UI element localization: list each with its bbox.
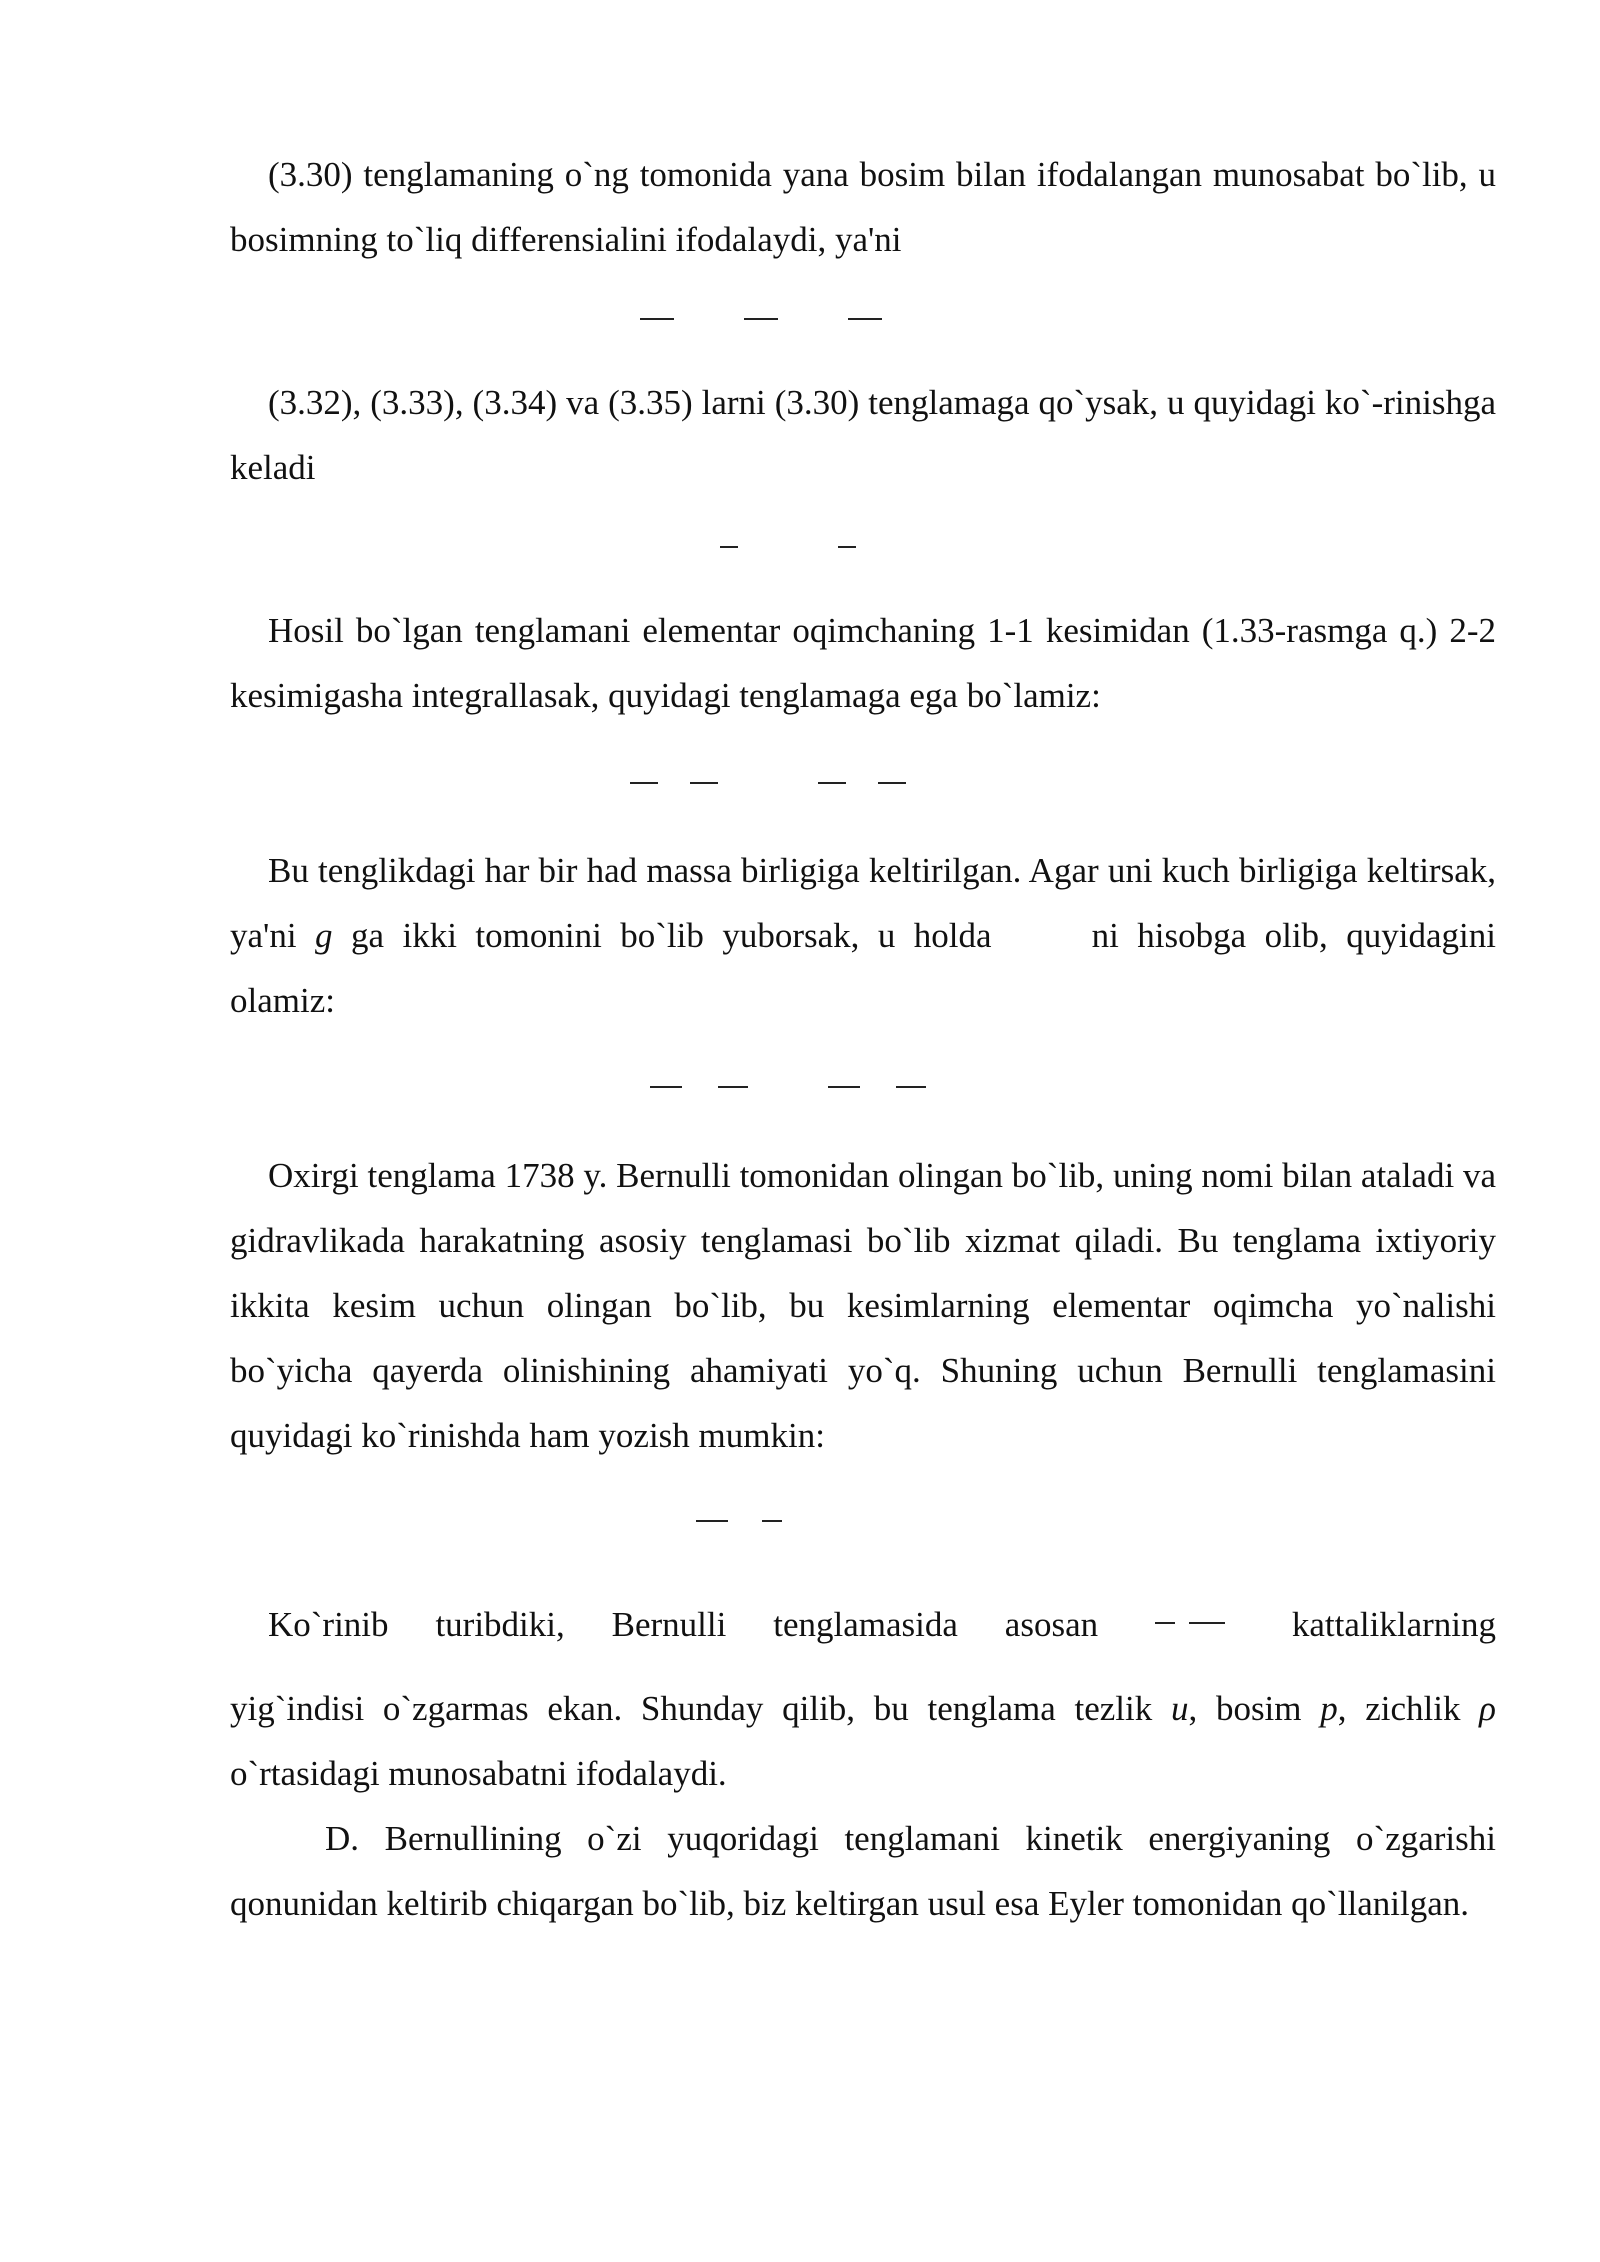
paragraph-force-unit (230, 838, 1496, 1033)
symbol-rho: ρ (1479, 1689, 1496, 1728)
fraction-bar (896, 1086, 926, 1088)
fraction-bar (718, 1086, 748, 1088)
paragraph-bernulli-origin: D. Bernullining o`zi yuqoridagi tenglamani kinetik energiyaning o`zgarishi qonunidan keltirib chiqargan bo`lib, biz keltirgan usul esa Eyler tomonidan qo`llanilgan. (230, 1819, 1496, 1923)
paragraph-bernulli-terms-cont (230, 1676, 1496, 1806)
paragraph-bernulli-terms-line1 (230, 1592, 1496, 1657)
fraction-bar (848, 318, 882, 320)
fraction-bar (690, 782, 718, 784)
fraction-bar (696, 1520, 728, 1522)
paragraph-substitution: (3.32), (3.33), (3.34) va (3.35) larni (3.30) tenglamaga qo`ysak, u quyidagi ko`-rinishga keladi (230, 383, 1496, 487)
fraction-bar (640, 318, 674, 320)
text-word: Ko`rinib (268, 1605, 389, 1644)
text-span: , bosim (1188, 1689, 1321, 1728)
fraction-bar (828, 1086, 860, 1088)
paragraph-pressure-differential: (3.30) tenglamaning o`ng tomonida yana bosim bilan ifodalangan munosabat bo`lib, u bosimning to`liq differensialini ifodalaydi, ya'ni (230, 155, 1496, 259)
text-span: o`rtasidagi munosabatni ifodalaydi. (230, 1754, 727, 1793)
text-span: quyidagini olamiz: (230, 916, 1496, 1020)
document-page (230, 0, 1496, 2262)
text-span: , zichlik (1337, 1689, 1480, 1728)
text-span: Bu tenglikdagi har bir had massa birligiga keltirilgan. Agar uni kuch birligiga keltirsak, ya'ni (230, 851, 1496, 955)
fraction-bar (744, 318, 778, 320)
inline-formula-gap (1145, 1592, 1245, 1657)
text-word: Bernulli (611, 1605, 727, 1644)
symbol-u: u (1170, 1689, 1189, 1728)
fraction-bar (762, 1520, 782, 1522)
fraction-bar (720, 546, 738, 548)
text-word: tenglamasida (773, 1605, 958, 1644)
fraction-bar (630, 782, 658, 784)
paragraph-bernulli-history: Oxirgi tenglama 1738 y. Bernulli tomonidan olingan bo`lib, uning nomi bilan ataladi va gidravlikada harakatning asosiy tenglamasi bo`lib xizmat qiladi. Bu tenglama ixtiyoriy ikkita kesim uchun olingan bo`lib, bu kesimlarning elementar oqimcha yo`nalishi bo`yicha qayerda olinishining ahamiyati yo`q. Shuning uchun Bernulli tenglamasini quyidagi ko`rinishda ham yozish mumkin: (230, 1156, 1496, 1455)
text-word: turibdiki, (435, 1605, 565, 1644)
symbol-p: p (1320, 1689, 1338, 1728)
fraction-bar (650, 1086, 682, 1088)
fraction-bar (1155, 1622, 1175, 1624)
symbol-g: g (315, 916, 333, 955)
text-span: ni hisobga olib, (1091, 916, 1328, 955)
fraction-bar (1189, 1622, 1225, 1624)
text-span: yig`indisi o`zgarmas ekan. Shunday qilib, bu tenglama tezlik (230, 1689, 1171, 1728)
fraction-bar (878, 782, 906, 784)
text-word: kattaliklarning (1291, 1605, 1496, 1644)
text-span: ga ikki tomonini bo`lib yuborsak, u holda (332, 916, 992, 955)
text-word: asosan (1004, 1605, 1099, 1644)
fraction-bar (818, 782, 846, 784)
paragraph-integration: Hosil bo`lgan tenglamani elementar oqimchaning 1-1 kesimidan (1.33-rasmga q.) 2-2 kesimigasha integrallasak, quyidagi tenglamaga ega bo`lamiz: (230, 611, 1496, 715)
fraction-bar (838, 546, 856, 548)
